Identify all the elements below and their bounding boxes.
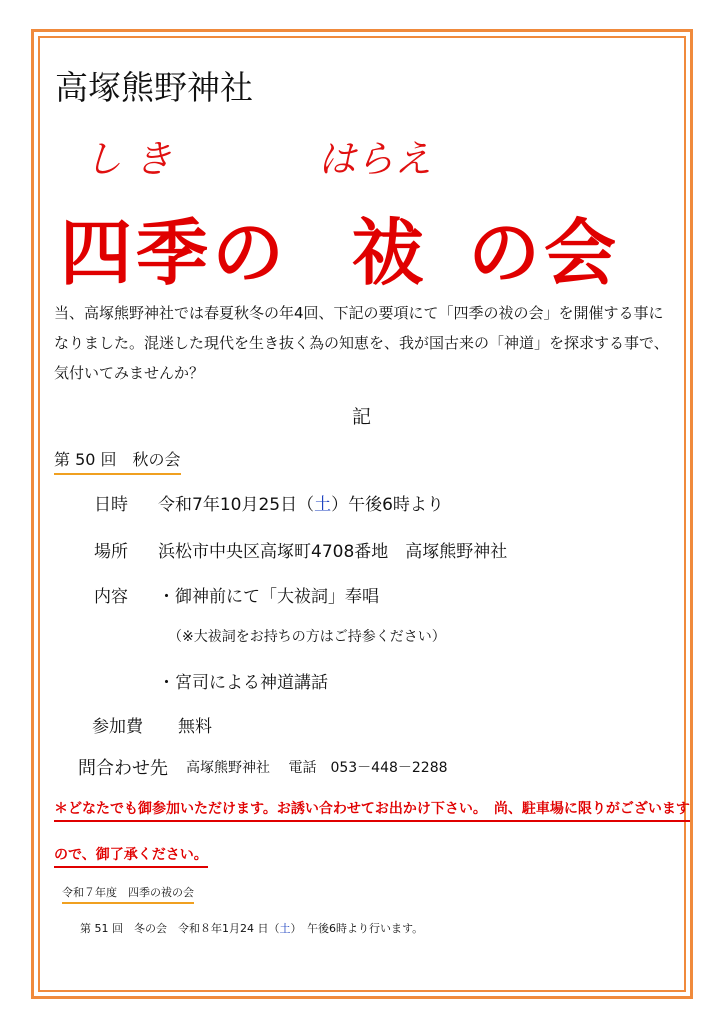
shrine-name: 高塚熊野神社: [55, 68, 253, 107]
notice-line-2: ので、御了承ください。: [54, 844, 208, 868]
footer-header: 令和７年度 四季の祓の会: [62, 884, 194, 904]
contact-label: 問合わせ先: [78, 758, 168, 779]
day-of-week: 土: [314, 495, 332, 515]
content-item-2: ・宮司による神道講話: [158, 673, 328, 693]
event-header: 第 50 回 秋の会: [54, 447, 181, 475]
contact-value: 高塚熊野神社 電話 053－448－2288: [186, 760, 448, 776]
fee-value: 無料: [178, 717, 212, 737]
furigana-shiki: し き: [84, 137, 173, 181]
intro-paragraph: 当、高塚熊野神社では春夏秋冬の年4回、下記の要項にて「四季の祓の会」を開催する事になりました。混迷した現代を生き抜く為の知恵を、我が国古来の「神道」を探求する事で、気付いてみませんか？: [54, 304, 669, 382]
next-day-of-week: 土: [279, 922, 291, 935]
title-no-kai: の会: [468, 210, 621, 295]
datetime-value: 令和7年10月25日（土）午後6時より: [158, 495, 444, 515]
content-item-1: ・御神前にて「大祓詞」奉唱: [158, 587, 379, 607]
fee-label: 参加費: [92, 717, 143, 737]
notice-line-1: ＊どなたでも御参加いただけます。お誘い合わせてお出かけ下さい。 尚、駐車場に限りがございます: [54, 798, 690, 822]
datetime-label: 日時: [94, 495, 128, 515]
title-harae: 祓: [352, 210, 429, 295]
content-label: 内容: [94, 587, 128, 607]
content-note: （※大祓詞をお持ちの方はご持参ください）: [168, 629, 446, 645]
next-event: 第 51 回 冬の会 令和８年1月24 日（土） 午後6時より行います。: [80, 922, 424, 935]
ki-heading: 記: [352, 406, 372, 428]
furigana-harae: はらえ: [318, 137, 433, 181]
place-value: 浜松市中央区高塚町4708番地 高塚熊野神社: [158, 542, 508, 562]
title-shiki-no: 四季の: [60, 210, 289, 295]
place-label: 場所: [94, 542, 128, 562]
